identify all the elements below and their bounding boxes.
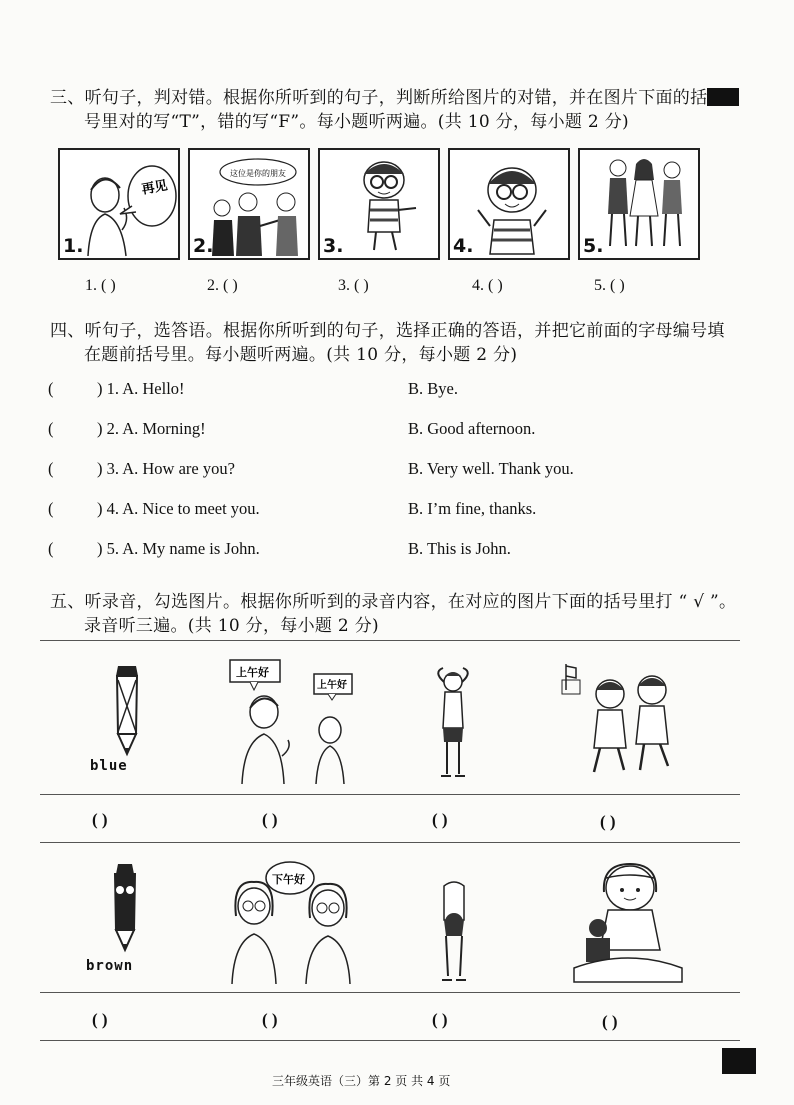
sign-text-1: 上午好 — [236, 666, 269, 679]
checkbox-paren-8[interactable]: ( ) — [602, 1012, 618, 1031]
pencil-blue-image — [92, 658, 162, 758]
checkbox-paren-5[interactable]: ( ) — [92, 1010, 108, 1029]
question-option-b-1: B. Bye. — [408, 379, 458, 398]
answer-blank-4[interactable]: 4. ( ) — [472, 277, 503, 294]
question-paren-4[interactable]: ( — [48, 499, 54, 518]
sign-text-2: 上午好 — [317, 680, 347, 691]
picture-frame-3 — [318, 148, 440, 260]
divider-line-4 — [40, 992, 740, 993]
question-option-a-2: ) 2. A. Morning! — [97, 419, 206, 438]
stretching-boy-image — [425, 664, 481, 784]
page-corner-mark — [722, 1048, 756, 1074]
picture-number-3: 3. — [323, 235, 344, 257]
checkbox-paren-1[interactable]: ( ) — [92, 810, 108, 829]
checkbox-paren-7[interactable]: ( ) — [432, 1010, 448, 1029]
word-blue: blue — [90, 758, 128, 774]
question-option-b-5: B. This is John. — [408, 539, 511, 558]
answer-blank-1[interactable]: 1. ( ) — [85, 277, 116, 294]
picture-frame-5 — [578, 148, 700, 260]
question-paren-3[interactable]: ( — [48, 459, 54, 478]
question-option-a-4: ) 4. A. Nice to meet you. — [97, 499, 260, 518]
answer-blank-2[interactable]: 2. ( ) — [207, 277, 238, 294]
redaction-box — [707, 88, 739, 106]
question-paren-5[interactable]: ( — [48, 539, 54, 558]
page-footer: 三年级英语（三）第 2 页 共 4 页 — [272, 1074, 451, 1088]
picture-number-1: 1. — [63, 235, 84, 257]
question-option-b-3: B. Very well. Thank you. — [408, 459, 574, 478]
checkbox-paren-3[interactable]: ( ) — [432, 810, 448, 829]
section4-title: 四、听句子，选答语。根据你所听到的句子，选择正确的答语，并把它前面的字母编号填 — [50, 321, 725, 341]
question-option-a-1: ) 1. A. Hello! — [97, 379, 185, 398]
question-option-a-5: ) 5. A. My name is John. — [97, 539, 260, 558]
divider-line-3 — [40, 842, 740, 843]
walking-children-image — [560, 660, 690, 780]
checkbox-paren-4[interactable]: ( ) — [600, 812, 616, 831]
section5-title: 五、听录音，勾选图片。根据你所听到的录音内容，在对应的图片下面的括号里打 “ √ ”。 — [50, 592, 737, 612]
word-brown: brown — [86, 958, 134, 974]
girl-with-teddy-image — [568, 858, 688, 988]
checkbox-paren-6[interactable]: ( ) — [262, 1010, 278, 1029]
question-paren-2[interactable]: ( — [48, 419, 54, 438]
picture-frame-2 — [188, 148, 310, 260]
divider-line-1 — [40, 640, 740, 641]
question-paren-1[interactable]: ( — [48, 379, 54, 398]
picture-number-5: 5. — [583, 235, 604, 257]
question-option-b-4: B. I’m fine, thanks. — [408, 499, 537, 518]
section5-instructions: 录音听三遍。(共 10 分，每小题 2 分) — [84, 616, 379, 636]
picture-frame-1 — [58, 148, 180, 260]
good-afternoon-girls-image — [214, 856, 364, 986]
question-option-b-2: B. Good afternoon. — [408, 419, 536, 438]
pencil-brown-image — [90, 860, 160, 956]
sign-text-3: 下午好 — [272, 873, 305, 886]
divider-line-2 — [40, 794, 740, 795]
answer-blank-5[interactable]: 5. ( ) — [594, 277, 625, 294]
checkbox-paren-2[interactable]: ( ) — [262, 810, 278, 829]
picture-number-4: 4. — [453, 235, 474, 257]
divider-line-5 — [40, 1040, 740, 1041]
good-morning-people-image — [220, 656, 360, 786]
bending-boy-image — [426, 876, 482, 988]
picture-frame-4 — [448, 148, 570, 260]
bubble-text-2: 这位是你的朋友 — [230, 169, 286, 178]
section4-instructions: 在题前括号里。每小题听两遍。(共 10 分，每小题 2 分) — [84, 345, 518, 365]
picture-number-2: 2. — [193, 235, 214, 257]
bubble-text-1: 再见 — [140, 178, 169, 198]
answer-blank-3[interactable]: 3. ( ) — [338, 277, 369, 294]
section3-instructions: 号里对的写“T”，错的写“F”。每小题听两遍。(共 10 分，每小题 2 分) — [84, 112, 629, 132]
question-option-a-3: ) 3. A. How are you? — [97, 459, 235, 478]
section3-title: 三、听句子，判对错。根据你所听到的句子，判断所给图片的对错，并在图片下面的括 — [50, 88, 708, 108]
